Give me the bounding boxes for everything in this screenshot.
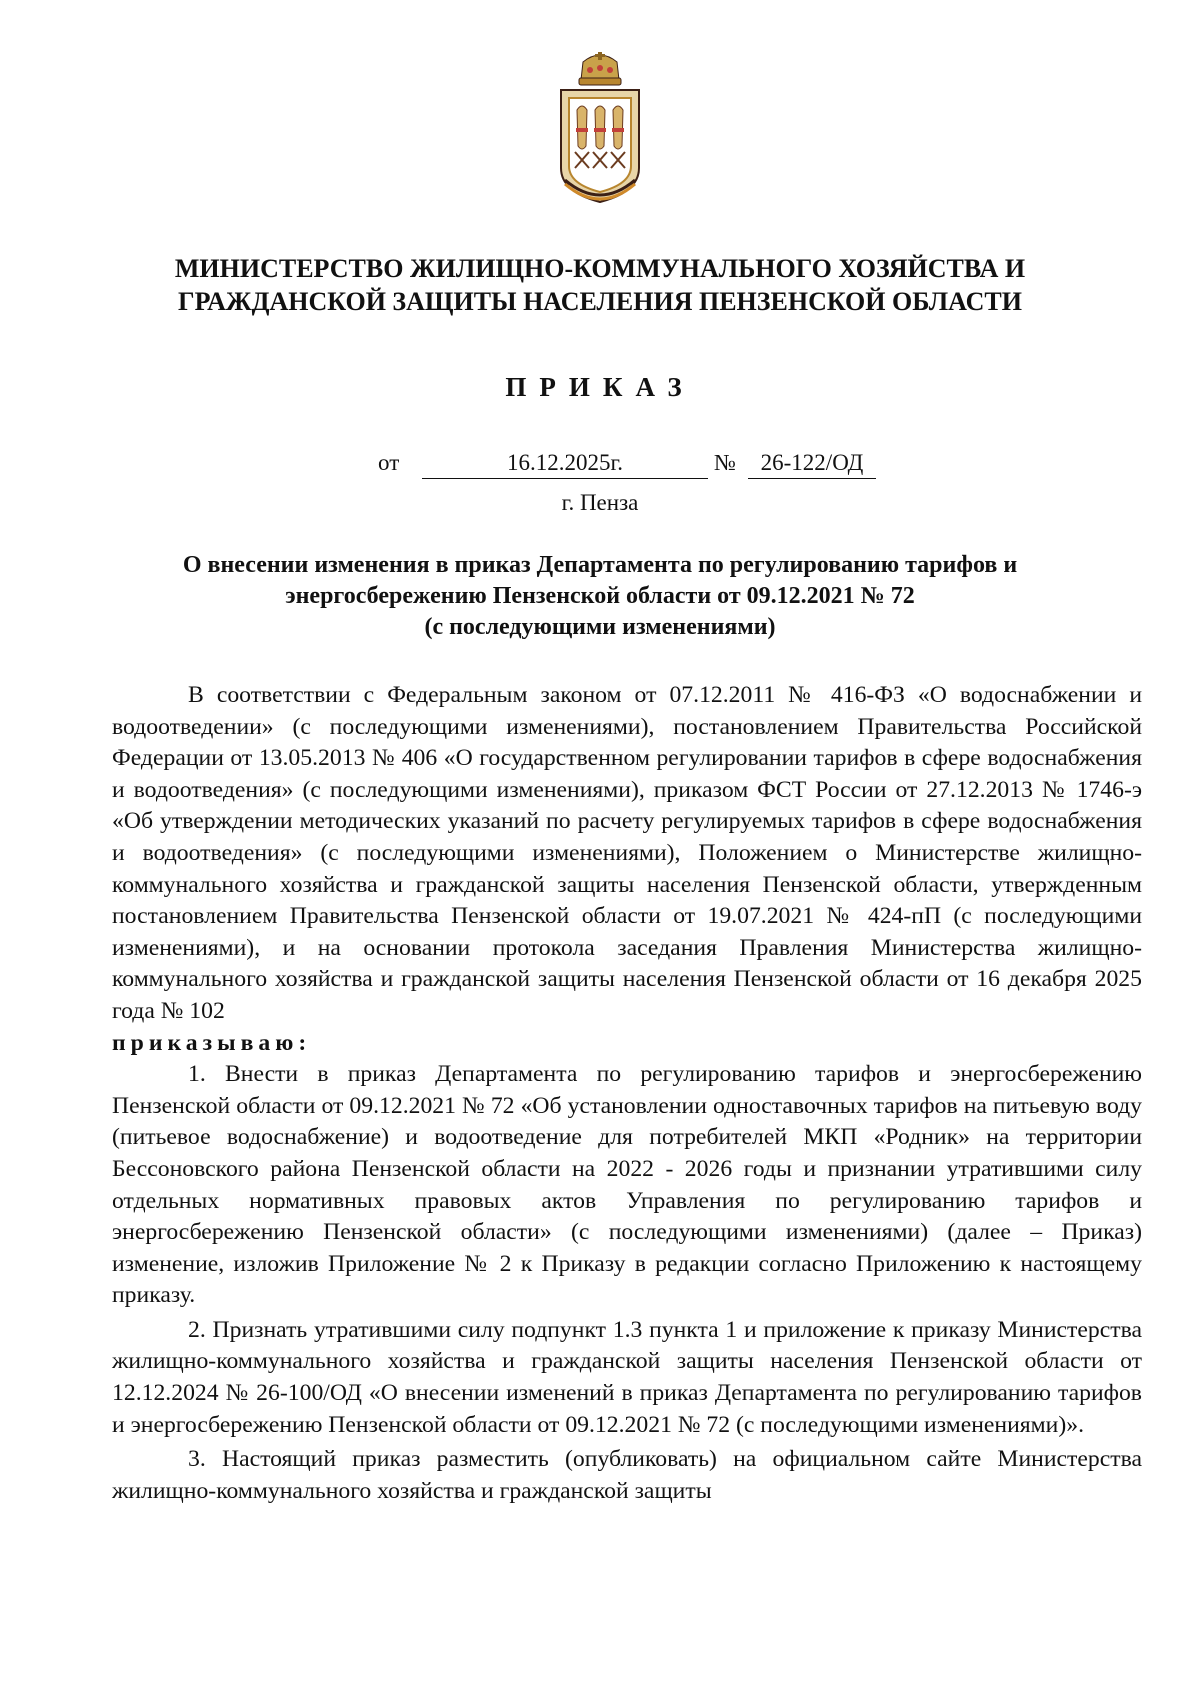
city-line: г. Пенза (561, 490, 639, 515)
document-body (112, 680, 1142, 1507)
date-label: от (378, 450, 400, 475)
document-title: ПРИКАЗ (505, 372, 695, 402)
crown-icon (579, 52, 621, 85)
item-3-paragraph: 3. Настоящий приказ разместить (опубликовать) на официальном сайте Министерства жилищно-коммунального хозяйства и гражданской защиты (112, 1446, 1142, 1504)
order-date: 16.12.2025г. (422, 448, 708, 479)
item-2-paragraph: 2. Признать утратившими силу подпункт 1.3 пункта 1 и приложение к приказу Министерства жилищно-коммунального хозяйства и гражданской защиты населения Пензенской области от 12.12.2024 № 26-100/ОД «О внесении изменений в приказ Департамента по регулированию тарифов и энергосбережению Пензенской области от 09.12.2021 № 72 (с последующими изменениями)». (112, 1316, 1142, 1438)
subject-line-2: энергосбережению Пензенской области от 09.12.2021 № 72 (285, 583, 915, 609)
number-label: № (714, 450, 736, 475)
subject-line-1: О внесении изменения в приказ Департамента по регулированию тарифов и (182, 552, 1018, 578)
ministry-name-line-2: ГРАЖДАНСКОЙ ЗАЩИТЫ НАСЕЛЕНИЯ ПЕНЗЕНСКОЙ ОБЛАСТИ (178, 287, 1022, 316)
ministry-name-line-1: МИНИСТЕРСТВО ЖИЛИЩНО-КОММУНАЛЬНОГО ХОЗЯЙСТВА И (174, 254, 1026, 283)
coat-of-arms-emblem (555, 50, 645, 210)
subject-line-3: (с последующими изменениями) (424, 614, 776, 640)
item-1-paragraph: 1. Внести в приказ Департамента по регулированию тарифов и энергосбережению Пензенской области от 09.12.2021 № 72 «Об установлении одноставочных тарифов на питьевую воду (питьевое водоснабжение) и водоотведение для потребителей МКП «Родник» на территории Бессоновского района Пензенской области на 2022 - 2026 годы и признании утратившими силу отдельных нормативных правовых актов Управления по регулированию тарифов и энергосбережению Пензенской области» (с последующими изменениями) (далее – Приказ) изменение, изложив Приложение № 2 к Приказу в редакции согласно Приложению к настоящему приказу. (112, 1061, 1142, 1309)
order-number: 26-122/ОД (748, 448, 876, 479)
preamble-paragraph: В соответствии с Федеральным законом от 07.12.2011 № 416-ФЗ «О водоснабжении и водоотведении» (с последующими изменениями), постановлением Правительства Российской Федерации от 13.05.2013 № 406 «О государственном регулировании тарифов в сфере водоснабжения и водоотведения» (с последующими изменениями), приказом ФСТ России от 27.12.2013 № 1746-э «Об утверждении методических указаний по расчету регулируемых тарифов в сфере водоснабжения и водоотведения» (с последующими изменениями), Положением о Министерстве жилищно-коммунального хозяйства и гражданской защиты населения Пензенской области, утвержденным постановлением Правительства Пензенской области от 19.07.2021 № 424-пП (с последующими изменениями), и на основании протокола заседания Правления Министерства жилищно-коммунального хозяйства и гражданской защиты населения Пензенской области от 16 декабря 2025 года № 102 (112, 682, 1142, 1024)
order-word: приказываю: (112, 1029, 312, 1056)
wheat-sheaves-icon (575, 106, 625, 168)
